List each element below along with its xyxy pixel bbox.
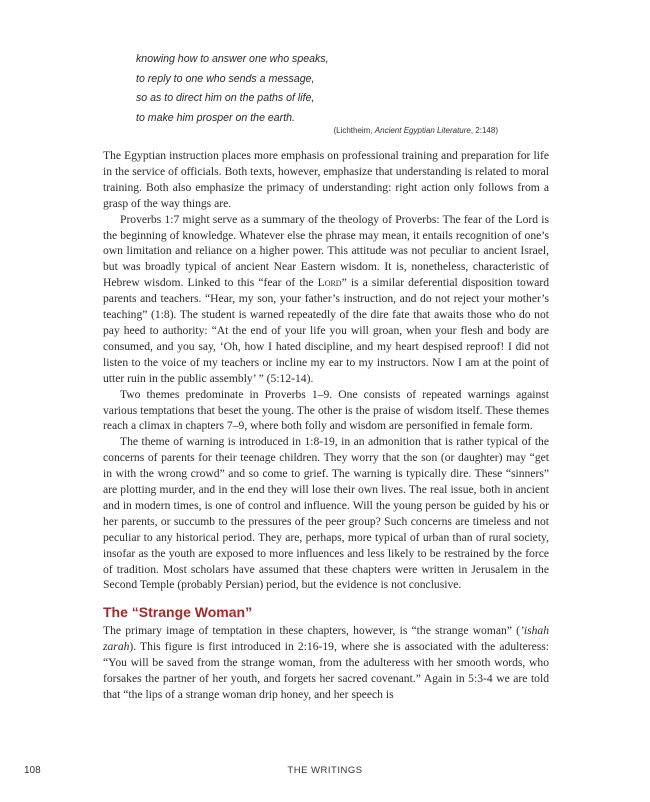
paragraph-5 bbox=[103, 623, 549, 703]
hebrew-term: ’ishah zarah bbox=[103, 624, 549, 654]
paragraph-2 bbox=[103, 212, 549, 387]
citation-prefix: (Lichtheim, bbox=[333, 126, 375, 135]
paragraph-2-part-a: Proverbs 1:7 might serve as a summary of the theology of Proverbs: The fear of the Lord is the beginning of knowledge. Whatever else the phrase may mean, it entails recognition of one’s own limitation and reliance on a higher power. This attitude was not peculiar to ancient Israel, but was broadly typical of ancient Near Eastern wisdom. It is, nonetheless, characteristic of Hebrew wisdom. Linked to this “fear of the bbox=[103, 212, 549, 290]
body-text bbox=[103, 148, 549, 703]
paragraph-3: Two themes predominate in Proverbs 1–9. One consists of repeated warnings against various temptations that beset the young. The other is the praise of wisdom itself. These themes reach a climax in chapters 7–9, where both folly and wisdom are personified in female form. bbox=[103, 387, 549, 433]
quote-citation bbox=[333, 126, 498, 135]
section-heading: The “Strange Woman” bbox=[103, 604, 253, 621]
citation-work: Ancient Egyptian Literature bbox=[374, 126, 471, 135]
quote-line: to reply to one who sends a message, bbox=[136, 72, 315, 85]
paragraph-5-part-a: The primary image of temptation in these chapters, however, is “the strange woman” ( bbox=[103, 624, 521, 638]
page-number: 108 bbox=[24, 765, 41, 776]
quote-line: to make him prosper on the earth. bbox=[136, 111, 295, 124]
quote-line: knowing how to answer one who speaks, bbox=[136, 53, 329, 65]
lord-small-caps: Lord bbox=[317, 276, 342, 290]
block-quote bbox=[136, 50, 516, 128]
citation-suffix: , 2:148) bbox=[470, 126, 498, 135]
paragraph-2-part-b: ” is a similar deferential disposition toward parents and teachers. “Hear, my son, your father’s instruction, and do not reject your mother’s teaching” (1:8). The student is warned repeatedly of the dire fate that awaits those who do not pay heed to authority: “At the end of your life you will groan, when your flesh and body are consumed, and you say, ‘Oh, how I hated discipline, and my heart despised reproof! I did not listen to the voice of my teachers or incline my ear to my instructors. Now I am at the point of utter ruin in the public assembly’ ” (5:12-14). bbox=[103, 276, 549, 385]
quote-line: so as to direct him on the paths of life, bbox=[136, 92, 315, 104]
paragraph-5-part-b: ). This figure is first introduced in 2:16-19, where she is associated with the adulteress: “You will be saved from the strange woman, from the adulteress with her smooth words, who forsakes the partner of her youth, and forgets her sacred covenant.” Again in 5:3-4 we are told that “the lips of a strange woman drip honey, and her speech is bbox=[103, 640, 549, 701]
paragraph-4: The theme of warning is introduced in 1:8-19, in an admonition that is rather typical of the concerns of parents for their teenage children. They worry that the son (or daughter) may “get in with the wrong crowd” and so come to grief. The warning is typically dire. These “sinners” are plotting murder, and in the end they will lose their own lives. The real issue, both in ancient and in modern times, is one of control and influence. Will the young person be guided by his or her parents, or succumb to the pressures of the peer group? Such concerns are timeless and not peculiar to any historical period. They are, perhaps, more typical of urban than of rural society, insofar as the youth are exposed to more influences and less likely to be restrained by the force of tradition. Most scholars have assumed that these chapters were written in Jerusalem in the Second Temple (probably Persian) period, but the evidence is not conclusive. bbox=[103, 435, 549, 592]
paragraph-1: The Egyptian instruction places more emphasis on professional training and preparation for life in the service of officials. Both texts, however, emphasize that understanding is related to moral training. Both also emphasize the primacy of understanding: right action only follows from a grasp of the way things are. bbox=[103, 149, 549, 210]
running-title: THE WRITINGS bbox=[287, 765, 363, 776]
